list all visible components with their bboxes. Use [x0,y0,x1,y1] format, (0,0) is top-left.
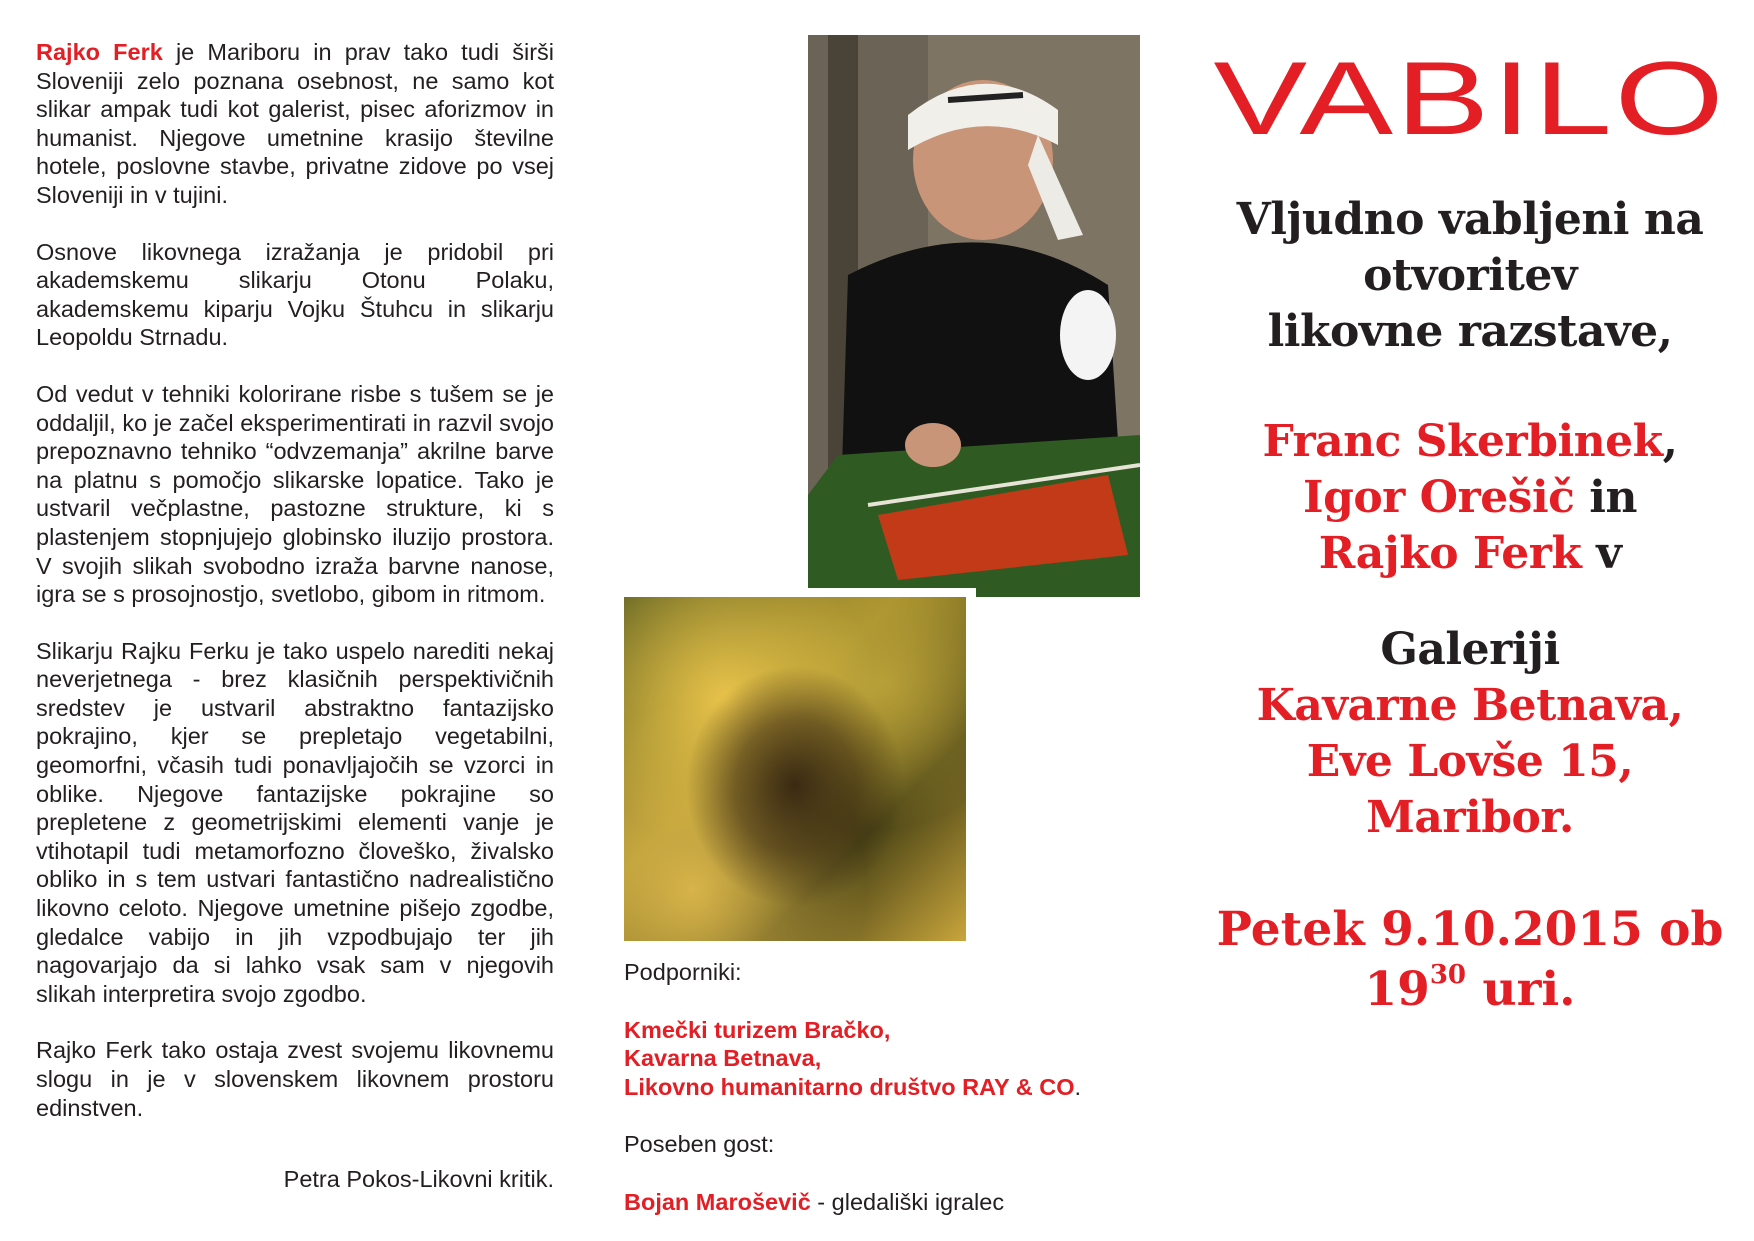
venue-line: Kavarne Betnava, [1256,680,1684,731]
artist-comma: , [1662,416,1678,467]
bio-paragraph-5: Rajko Ferk tako ostaja zvest svojemu likovnemu slogu in je v slovenskem likovnem prostoru edinstven. [36,1037,554,1121]
event-date: Petek 9.10.2015 ob [1216,902,1724,957]
invite-intro-line: likovne razstave, [1267,306,1673,357]
artist-line-1 [1200,414,1740,470]
event-time [1200,960,1740,1020]
guest-line [624,1188,1184,1217]
sponsor-list-end: . [1074,1073,1082,1100]
artist-photo [808,35,1140,597]
invite-intro-line: otvoritev [1363,250,1577,301]
artist-name-lead: Rajko Ferk [36,39,163,65]
artist-name: Franc Skerbinek [1262,416,1663,467]
sponsors-section [624,958,1184,1216]
critic-signature: Petra Pokos-Likovni kritik. [283,1166,554,1192]
bio-paragraph-2: Osnove likovnega izražanja je pridobil pri akademskemu slikarju Otonu Polaku, akademskemu kiparju Vojku Štuhcu in slikarju Leopoldu Strnadu. [36,238,554,351]
venue-galeriji: Galeriji [1380,624,1560,675]
bio-paragraph-4: Slikarju Rajku Ferku je tako uspelo narediti nekaj neverjetnega - brez klasičnih perspektivičnih sredstev je ustvaril abstraktno fantazijsko pokrajino, kjer se prepletajo vegetabilni, geomorfni, včasih tudi ponavljajočih se vzorci in oblike. Njegove fantazijske pokrajine so prepletene z geometrijskimi elementi vanje je vtihotapil tudi metamorfozno človeško, živalsko obliko in s tem ustvari fantastično nadrealistično likovno celoto. Njegove umetnine pišejo zgodbe, gledalce vabijo in jih vzpodbujajo ter jih nagovarjajo da si lahko vsak sam v njegovih slikah interpretira svojo zgodbo. [36,637,554,1007]
artist-name: Rajko Ferk [1318,528,1582,579]
invite-intro-line: Vljudno vabljeni na [1236,194,1704,245]
artist-line-2 [1200,470,1740,526]
time-hour: 19 [1364,962,1430,1017]
sponsor-item: Kmečki turizem Bračko, [624,1016,891,1043]
bio-paragraph-3: Od vedut v tehniki kolorirane risbe s tušem se je oddaljil, ko je začel eksperimentirati in razvil svojo prepoznavno tehniko “odvzemanja” akrilne barve na platnu s pomočjo slikarske lopatice. Tako je ustvaril večplastne, pastozne strukture, ki s plastenjem stopnjujejo globinsko iluzijo prostora. V svojih slikah svobodno izraža barvne nanose, igra se s prosojnostjo, svetlobo, gibom in ritmom. [36,380,554,608]
artist-line-3 [1200,526,1740,582]
conjunction-in: in [1574,472,1637,523]
time-minutes: 30 [1429,960,1467,990]
painting-artwork [624,597,966,941]
sponsor-item: Kavarna Betnava, [624,1045,822,1071]
preposition-v: v [1581,528,1622,579]
venue-line: Maribor. [1366,792,1574,843]
venue-line: Eve Lovše 15, [1306,736,1634,787]
biography-text [36,38,554,1150]
invitation-title: VABILO [1213,41,1727,157]
guest-heading: Poseben gost: [624,1131,775,1157]
bio-paragraph-1 [36,38,554,210]
artist-photo-illustration [808,35,1140,597]
sponsor-item-last [624,1073,1184,1102]
sponsors-heading: Podporniki: [624,959,742,985]
guest-name: Bojan Maroševič [624,1188,811,1215]
guest-role: - gledališki igralec [810,1188,1005,1215]
time-suffix: uri. [1466,962,1576,1017]
sponsor-item: Likovno humanitarno društvo RAY & CO [624,1073,1075,1100]
bio-paragraph-1-text: je Mariboru in prav tako tudi širši Sloveniji zelo poznana osebnost, ne samo kot slikar ampak tudi kot galerist, pisec aforizmov in humanist. Njegove umetnine krasijo številne hotele, poslovne stavbe, privatne zidove po vsej Sloveniji in v tujini. [36,39,554,208]
invitation-panel [1200,41,1740,1020]
artist-name: Igor Orešič [1302,472,1575,523]
